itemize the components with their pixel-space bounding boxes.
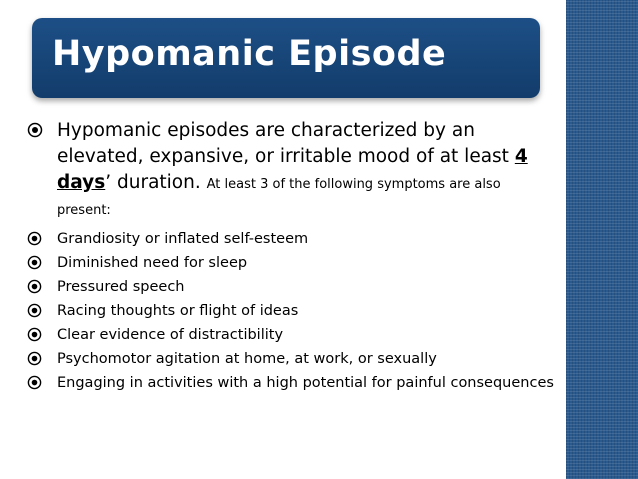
target-bullet-icon: [27, 351, 45, 369]
symptom-text: Racing thoughts or flight of ideas: [57, 303, 299, 319]
symptom-text: Psychomotor agitation at home, at work, or sexually: [57, 351, 437, 367]
symptom-item: [27, 230, 557, 249]
main-bullet-text-after: ’ duration.: [105, 172, 207, 193]
symptom-item: [27, 278, 557, 297]
title-bar: [32, 18, 540, 98]
symptom-item: [27, 302, 557, 321]
decorative-side-strip: [566, 0, 638, 479]
symptom-item: [27, 350, 557, 369]
symptom-text: Engaging in activities with a high potential for painful consequences: [57, 375, 554, 391]
target-bullet-icon: [27, 255, 45, 273]
main-bullet-text: Hypomanic episodes are characterized by an elevated, expansive, or irritable mood of at least: [57, 120, 515, 167]
target-bullet-icon: [27, 303, 45, 321]
symptom-item: [27, 374, 557, 393]
target-bullet-icon: [27, 327, 45, 345]
symptom-text: Clear evidence of distractibility: [57, 327, 284, 343]
main-bullet: [27, 118, 557, 222]
symptom-item: [27, 326, 557, 345]
target-bullet-icon: [27, 279, 45, 297]
symptom-item: [27, 254, 557, 273]
slide-title: Hypomanic Episode: [52, 34, 447, 74]
target-bullet-icon: [27, 122, 45, 140]
symptom-text: Grandiosity or inflated self-esteem: [57, 231, 309, 247]
main-bullet-small-text: At least 3 of the following symptoms are also present:: [57, 177, 501, 218]
slide-content: [27, 118, 557, 393]
target-bullet-icon: [27, 231, 45, 249]
duration-emphasis: 4 days: [57, 146, 528, 193]
symptom-text: Pressured speech: [57, 279, 185, 295]
target-bullet-icon: [27, 375, 45, 393]
symptom-list: [27, 230, 557, 393]
symptom-text: Diminished need for sleep: [57, 255, 248, 271]
